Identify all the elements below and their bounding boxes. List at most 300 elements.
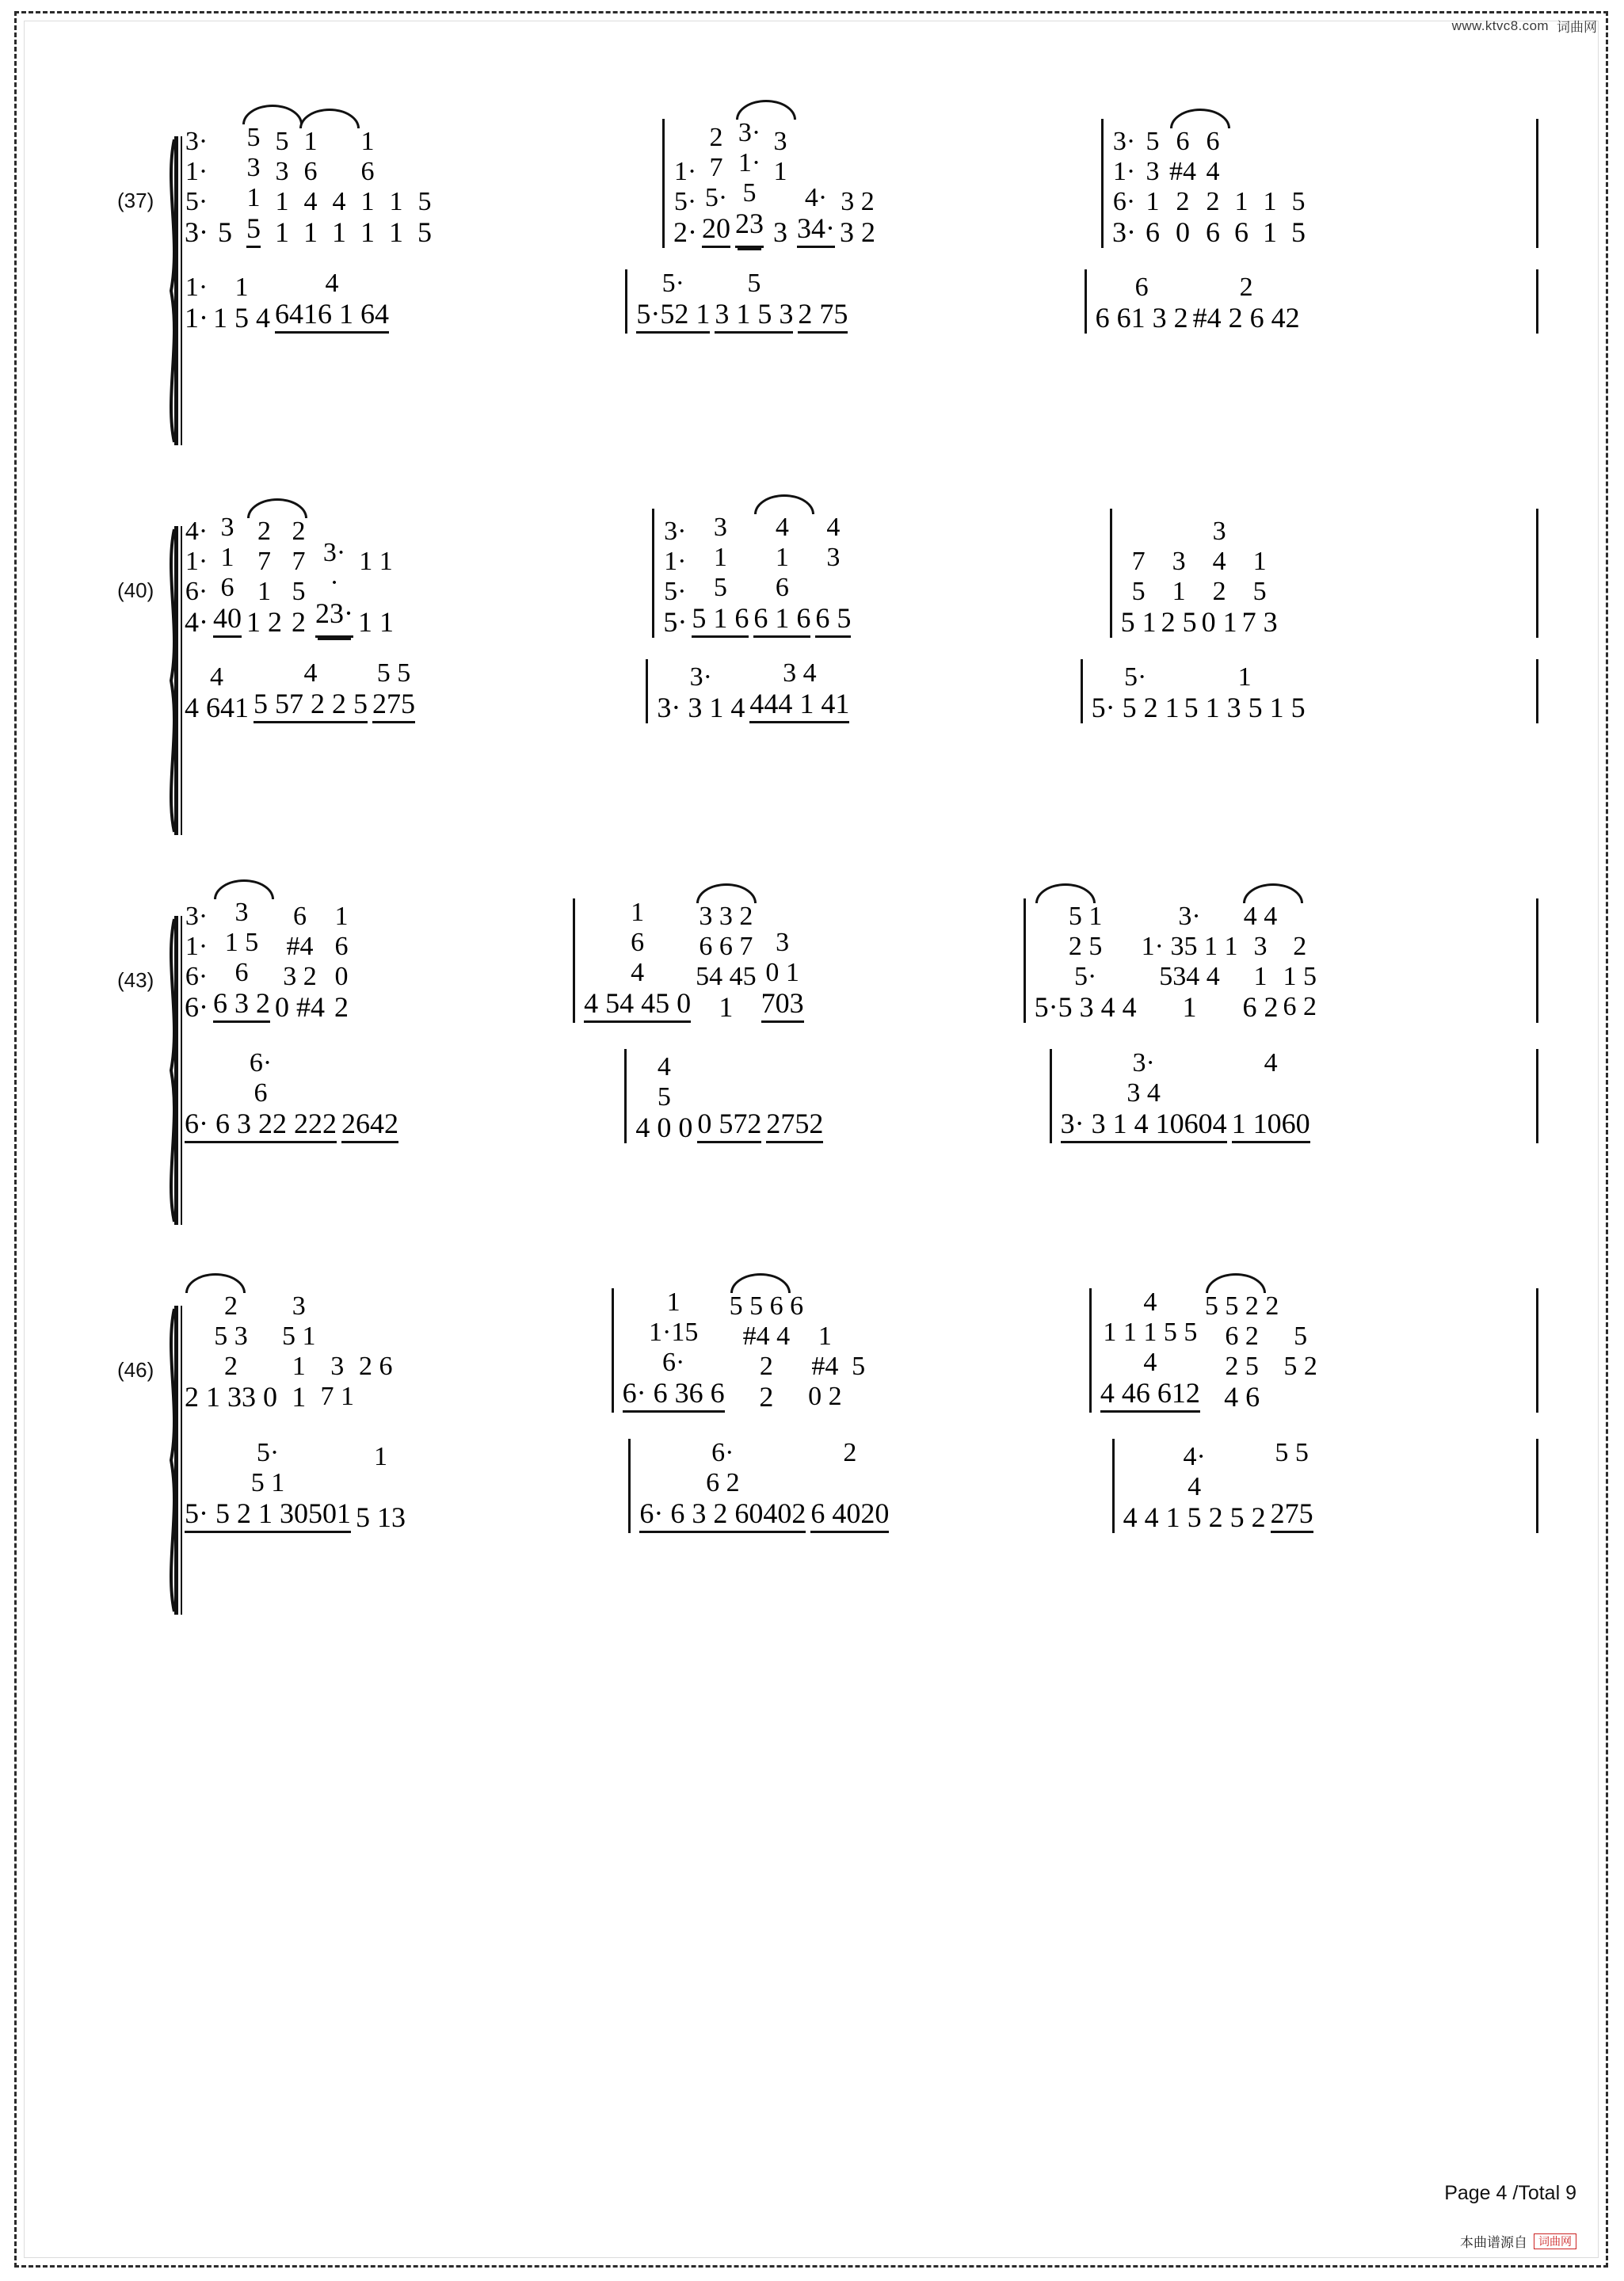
chord-column	[273, 269, 391, 334]
voice-3: 6·	[662, 1348, 685, 1377]
voice-1: 4	[657, 1052, 671, 1081]
voice-1: 6	[1134, 273, 1149, 302]
barline	[1112, 1439, 1115, 1533]
slur-mark	[247, 498, 307, 518]
slur-mark	[1243, 883, 1303, 903]
voice-3: 1	[1172, 577, 1186, 606]
melody-note: 4 46 612	[1100, 1379, 1200, 1413]
watermark-url: www.ktvc8.com	[1451, 17, 1549, 33]
voice-2: 1	[1252, 547, 1267, 576]
voice-1: 3	[220, 513, 234, 542]
voice-2: 1·	[185, 547, 208, 576]
chord-column	[251, 659, 370, 723]
chord-column	[733, 119, 766, 248]
voice-2: 5 1	[250, 1468, 285, 1497]
melody-note: 1	[275, 216, 289, 248]
barline	[1101, 119, 1104, 248]
chord-column	[1240, 902, 1280, 1023]
upper-staff-46	[182, 1288, 1545, 1439]
melody-note: 6 5	[815, 604, 851, 638]
voice-1: 2	[1293, 931, 1307, 961]
voice-1: 5 5 2 2	[1204, 1291, 1279, 1321]
grand-staff-brace	[163, 526, 184, 835]
chord-column	[280, 1292, 318, 1413]
voice-2: 3	[826, 543, 841, 572]
melody-note: 6· 6 36 6	[623, 1379, 725, 1413]
voice-1: 4	[826, 513, 841, 542]
voice-1: 2	[224, 1291, 238, 1321]
voice-2: 1· 35 1 1	[1141, 932, 1238, 961]
page-number: Page 4 /Total 9	[1444, 2182, 1576, 2204]
voice-1: 6	[293, 902, 307, 931]
voice-1: 4 4	[1243, 902, 1278, 931]
chord-column	[325, 128, 353, 248]
voice-1: 3	[713, 513, 727, 542]
chord-column	[268, 128, 296, 248]
melody-note: 5 1 6	[692, 604, 749, 638]
voice-2: 3	[330, 1351, 345, 1381]
voice-1: 1	[666, 1287, 680, 1317]
chord-column	[1280, 933, 1319, 1023]
measure-43-3-upper	[1032, 902, 1530, 1023]
melody-note: 1	[332, 216, 346, 248]
bass-note: 5 13	[356, 1501, 406, 1533]
voice-1: 2	[709, 123, 723, 152]
bass-note: 5·52 1	[636, 299, 710, 334]
voice-1: 2	[1239, 273, 1253, 302]
grand-staff-brace	[163, 136, 184, 445]
melody-note: 6 2	[1242, 991, 1279, 1023]
chord-column	[1032, 902, 1139, 1023]
measure-37-3-upper	[1110, 128, 1530, 248]
voice-1: 5	[1294, 1321, 1308, 1351]
chord-column	[1227, 128, 1256, 248]
voice-2: 1	[220, 543, 234, 572]
voice-3: 1	[292, 1352, 306, 1381]
voice-1: 3	[234, 898, 249, 927]
voice-3: 5	[1131, 577, 1146, 606]
barline	[1536, 659, 1538, 723]
melody-note: 5	[417, 216, 432, 248]
barline	[1081, 659, 1083, 723]
voice-2: 7	[1131, 547, 1146, 576]
slur-mark	[1170, 109, 1230, 128]
voice-2: 3	[246, 153, 261, 182]
melody-note: 6 1 6	[753, 604, 810, 638]
melody-note: 3·	[1112, 216, 1136, 248]
voice-3: 5	[417, 187, 432, 216]
voice-1: 3	[773, 127, 787, 156]
grand-staff-brace	[163, 916, 184, 1225]
voice-3: 6	[220, 573, 234, 602]
voice-2: 5 3	[214, 1322, 248, 1351]
chord-column	[693, 902, 759, 1023]
voice-1: 3 3 2	[699, 902, 753, 931]
chord-column	[1199, 517, 1240, 638]
voice-2: 3	[1172, 547, 1186, 576]
voice-3: 1	[1146, 187, 1160, 216]
chord-column	[1159, 517, 1199, 638]
voice-2: 7	[292, 547, 306, 576]
chord-column	[759, 898, 806, 1023]
voice-3: 0	[334, 962, 349, 991]
voice-3: 534 4	[1159, 962, 1220, 991]
voice-2: #4 4	[742, 1322, 791, 1351]
chord-column	[1203, 1292, 1282, 1413]
voice-3: 2	[1176, 187, 1190, 216]
voice-2: #4	[286, 932, 314, 961]
chord-column	[747, 659, 852, 723]
chord-column	[356, 517, 396, 638]
slur-mark	[242, 105, 303, 124]
bass-note: #4 2 6 42	[1192, 302, 1300, 334]
chord-column	[339, 1049, 401, 1143]
voice-3: 54 45	[696, 962, 757, 991]
voice-1: 2	[257, 517, 271, 546]
melody-note: 2	[334, 991, 349, 1023]
slur-mark	[299, 109, 360, 128]
voice-1: 3·	[1178, 902, 1201, 931]
chord-column	[1256, 128, 1284, 248]
voice-3: 4	[1143, 1348, 1157, 1377]
melody-note: 0	[1176, 216, 1190, 248]
bass-note: 1·	[185, 302, 208, 334]
chord-column	[620, 1288, 727, 1413]
voice-3: 2	[1212, 577, 1226, 606]
voice-1: 1	[818, 1321, 832, 1351]
score-system-43	[95, 898, 1545, 1239]
score-system-40	[95, 509, 1545, 849]
voice-1: 3·	[185, 902, 208, 931]
melody-note: 0 #4	[275, 991, 325, 1023]
voice-3: 5	[292, 577, 306, 606]
melody-note: 703	[761, 989, 804, 1023]
voice-2: 5 1	[282, 1322, 316, 1351]
voice-2: 7	[709, 153, 723, 182]
bass-note: 1 1060	[1232, 1109, 1310, 1143]
chord-column	[806, 1322, 844, 1413]
slur-mark	[730, 1273, 791, 1293]
site-logo: 词曲网	[1534, 2233, 1576, 2249]
voice-1: 1	[1237, 662, 1252, 692]
voice-2: 4	[1188, 1472, 1202, 1501]
slur-mark	[696, 883, 757, 903]
voice-3: 5	[713, 573, 727, 602]
melody-note: 4·	[185, 606, 208, 638]
voice-1: 6	[1206, 127, 1220, 156]
voice-2: 3·	[322, 538, 346, 567]
melody-note: 1	[1182, 991, 1197, 1023]
voice-2: 6	[631, 928, 645, 957]
source-attribution	[1460, 2231, 1576, 2251]
voice-2: 3	[1253, 932, 1268, 961]
measure-43-2-upper	[581, 898, 1017, 1023]
slur-mark	[1035, 883, 1096, 903]
bass-note: 5· 5 2 1 30501	[185, 1499, 351, 1533]
slur-mark	[736, 100, 796, 120]
voice-3: 6·	[185, 577, 208, 606]
score-system-46	[95, 1288, 1545, 1629]
chord-column	[182, 517, 211, 638]
voice-1: 5 1	[1068, 902, 1103, 931]
voice-1: 6	[1176, 127, 1190, 156]
measure-46-3-upper	[1098, 1288, 1530, 1413]
chord-column	[1121, 1443, 1268, 1533]
voice-1: 3·	[738, 118, 761, 147]
voice-2: #4	[1169, 157, 1196, 186]
measure-40-2-lower	[654, 659, 1073, 723]
barline	[625, 269, 627, 334]
chord-column	[1089, 663, 1182, 723]
voice-1: 5	[246, 123, 261, 152]
chord-column	[327, 902, 356, 1023]
barline	[624, 1049, 627, 1143]
measure-46-2-upper	[620, 1288, 1083, 1413]
voice-2: 6	[360, 157, 375, 186]
melody-note: 1	[292, 1381, 307, 1413]
score-system-37	[95, 119, 1545, 460]
voice-3: 0 2	[808, 1381, 842, 1411]
voice-1: 2	[292, 517, 306, 546]
voice-3: 3 2	[283, 962, 317, 991]
chord-column	[689, 513, 751, 638]
chord-column	[182, 1049, 339, 1143]
lower-staff-46	[182, 1439, 1545, 1558]
voice-3: 5·	[185, 187, 208, 216]
barline	[1024, 898, 1026, 1023]
voice-3: 5·	[704, 183, 728, 212]
voice-2: 1·	[673, 157, 697, 186]
voice-2: 3 4	[1127, 1078, 1161, 1108]
voice-1: 3	[292, 1291, 306, 1321]
voice-2: #4	[811, 1351, 839, 1381]
chord-column	[239, 124, 268, 248]
voice-1: 1	[631, 898, 645, 927]
chord-column	[1281, 1322, 1320, 1413]
voice-1: 4·	[185, 517, 208, 546]
barline	[1536, 1049, 1538, 1143]
voice-3: 6 2	[1283, 991, 1317, 1021]
bass-note: 6416 1 64	[275, 299, 389, 334]
bass-note: 275	[372, 689, 415, 723]
melody-note: 1	[1263, 216, 1277, 248]
voice-2: 6 2	[1225, 1322, 1259, 1351]
chord-column	[661, 517, 689, 638]
voice-3: 6·	[1112, 187, 1136, 216]
slur-mark	[1206, 1273, 1266, 1293]
bass-note: 5 57 2 2 5	[254, 689, 368, 723]
bass-note: 5 1 3 5 1 5	[1184, 692, 1306, 723]
chord-column	[1138, 128, 1167, 248]
bass-note: 6 61 3 2	[1095, 302, 1188, 334]
voice-3: 5	[1252, 577, 1267, 606]
voice-3: 1	[1253, 962, 1268, 991]
chord-column	[581, 898, 693, 1023]
chord-column	[1191, 273, 1302, 334]
melody-note: 4 6	[1224, 1381, 1260, 1413]
chord-column	[211, 513, 244, 638]
voice-2: 3	[275, 157, 289, 186]
chord-column	[182, 902, 211, 1023]
chord-column	[695, 1049, 764, 1143]
chord-column	[795, 269, 850, 334]
barline	[1536, 898, 1538, 1023]
barline	[1536, 1439, 1538, 1533]
measure-43-1-lower	[182, 1049, 618, 1143]
measure-37-3-lower	[1093, 273, 1530, 334]
chord-column	[356, 1322, 395, 1413]
voice-2: 2 6	[359, 1351, 393, 1381]
chord-column	[211, 898, 273, 1023]
bass-note: 2642	[341, 1109, 398, 1143]
chord-column	[1229, 1049, 1313, 1143]
melody-note: 3 2	[840, 216, 875, 248]
voice-1: 5 5	[376, 658, 411, 688]
bass-note: 6 4020	[810, 1499, 889, 1533]
melody-note: 5·	[663, 606, 688, 638]
voice-1: 4	[303, 658, 318, 688]
melody-note: 6	[1234, 216, 1248, 248]
chord-column	[795, 124, 837, 248]
chord-column	[1167, 128, 1199, 248]
voice-1: 3·	[689, 662, 712, 692]
measure-37-1-lower	[182, 269, 619, 334]
bass-note: 3 1 5 3	[715, 299, 793, 334]
voice-2: 1·	[185, 157, 208, 186]
voice-2: 6 6 7	[699, 932, 753, 961]
voice-1: 5	[275, 127, 289, 156]
measure-37-2-lower	[634, 269, 1077, 334]
barline	[1050, 1049, 1052, 1143]
voice-1: 5 5	[1275, 1438, 1309, 1467]
voice-1: 4	[1264, 1048, 1278, 1078]
measure-40-1-lower	[182, 659, 639, 723]
voice-2: 1 5	[1283, 961, 1317, 991]
melody-note: 5	[246, 214, 261, 248]
voice-2: 7	[257, 547, 271, 576]
chord-column	[1110, 128, 1138, 248]
chord-column	[637, 1439, 808, 1533]
chord-column	[313, 509, 356, 638]
barline	[628, 1439, 631, 1533]
barline	[1536, 509, 1538, 638]
melody-note: 2	[292, 606, 306, 638]
voice-1: 5·	[256, 1438, 280, 1467]
voice-3: 5	[742, 178, 757, 208]
measure-37-2-upper	[671, 119, 1095, 248]
upper-staff-43	[182, 898, 1545, 1049]
watermark	[1452, 16, 1597, 36]
source-note: 本曲谱源自	[1460, 2235, 1527, 2250]
melody-note: 6 3 2	[213, 989, 270, 1023]
chord-column	[244, 517, 284, 638]
voice-2: 1	[775, 543, 789, 572]
chord-column	[1199, 128, 1227, 248]
voice-1: 1·	[185, 273, 208, 302]
melody-note: 34·	[797, 214, 835, 248]
bass-note: 4 4 1 5 2 5 2	[1123, 1501, 1266, 1533]
chord-column	[727, 1292, 806, 1413]
melody-note: 2	[759, 1381, 774, 1413]
melody-note: 4 54 45 0	[584, 989, 691, 1023]
bass-note: 2 75	[798, 299, 848, 334]
voice-1: 5 5 6 6	[729, 1291, 804, 1321]
melody-note: 5·5 3 4 4	[1034, 991, 1137, 1023]
barline	[612, 1288, 614, 1413]
melody-note: 40	[213, 604, 242, 638]
bass-note: 275	[1271, 1499, 1313, 1533]
melody-note: 23	[735, 209, 764, 248]
voice-3: 1	[389, 187, 403, 216]
voice-1: 4	[775, 513, 789, 542]
voice-2: 3	[1146, 157, 1160, 186]
voice-2: 1·	[664, 547, 687, 576]
measure-40-3-upper	[1119, 517, 1530, 638]
measure-46-1-upper	[182, 1292, 605, 1413]
chord-column	[410, 128, 439, 248]
voice-2: 6	[303, 157, 318, 186]
voice-2: 6 2	[706, 1468, 740, 1497]
voice-3: 5	[1291, 187, 1306, 216]
voice-3: 1	[246, 183, 261, 212]
voice-2: 1 5	[224, 928, 259, 957]
barline	[1536, 1288, 1538, 1413]
voice-2: 5	[852, 1351, 866, 1381]
voice-1: 5·	[1123, 662, 1147, 692]
chord-column	[1058, 1049, 1229, 1143]
chord-column	[182, 273, 211, 334]
bass-note: 0 572	[697, 1109, 761, 1143]
chord-column	[182, 128, 211, 248]
chord-column	[1119, 517, 1159, 638]
chord-column	[382, 128, 410, 248]
barline	[1089, 1288, 1092, 1413]
chord-column	[1093, 273, 1191, 334]
voice-2: 1 1 1 5 5	[1103, 1318, 1198, 1347]
chord-column	[211, 273, 273, 334]
chord-column	[751, 513, 813, 638]
melody-note: 0 1	[1201, 606, 1237, 638]
voice-1: 4	[1143, 1287, 1157, 1317]
bass-note: 3· 3 1 4 10604	[1061, 1109, 1227, 1143]
melody-note: 1	[360, 216, 375, 248]
chord-column	[712, 269, 795, 334]
barline	[662, 119, 665, 248]
voice-2: 1	[773, 157, 787, 186]
page-footer	[1444, 2182, 1576, 2205]
lower-staff-40	[182, 659, 1545, 778]
chord-column	[1182, 663, 1308, 723]
melody-note: 1 2	[246, 606, 282, 638]
barline	[652, 509, 654, 638]
voice-3: 2	[224, 1352, 238, 1381]
bass-note: 3· 3 1 4	[657, 692, 745, 723]
voice-2: 1·	[738, 148, 761, 177]
measure-37-1-upper	[182, 124, 656, 248]
voice-3: 1	[360, 187, 375, 216]
voice-1: 2	[843, 1438, 857, 1467]
voice-3: 7 1	[320, 1381, 354, 1411]
melody-note: 6·	[185, 991, 208, 1023]
voice-2: 6	[254, 1078, 268, 1108]
voice-1: 1	[234, 273, 249, 302]
chord-column	[211, 128, 239, 248]
bass-note: 444 1 41	[749, 689, 849, 723]
melody-note: 23·	[315, 599, 353, 638]
voice-1: 6·	[249, 1048, 273, 1078]
voice-2: 3	[776, 928, 790, 957]
lower-staff-37	[182, 269, 1545, 388]
